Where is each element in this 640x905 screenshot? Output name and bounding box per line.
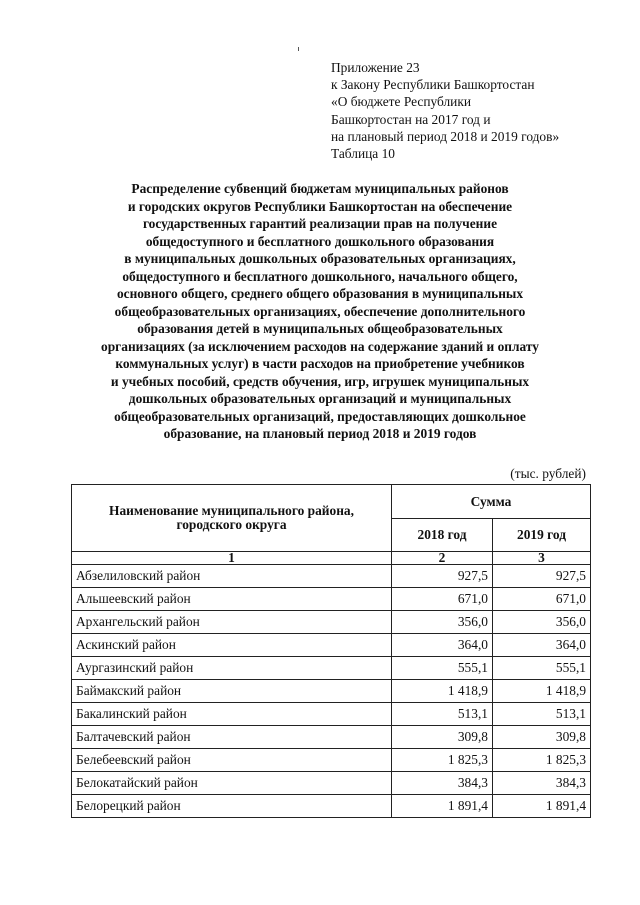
header-name-column	[72, 485, 392, 552]
title-line: дошкольных образовательных организаций и муниципальных	[128, 391, 512, 406]
table-row	[72, 565, 591, 588]
title-line: основного общего, среднего общего образования в муниципальных	[116, 286, 524, 301]
units-label: (тыс. рублей)	[510, 466, 586, 481]
scan-mark	[298, 47, 299, 51]
amount-2019: 1 825,3	[493, 749, 591, 772]
title-line: образование, на плановый период 2018 и 2019 годов	[163, 426, 477, 441]
column-index: 3	[493, 552, 591, 565]
amount-2018: 364,0	[392, 634, 493, 657]
amount-2018: 1 418,9	[392, 680, 493, 703]
appendix-line: «О бюджете Республики	[331, 94, 471, 110]
amount-2019: 309,8	[493, 726, 591, 749]
table-row	[72, 703, 591, 726]
amount-2018: 1 891,4	[392, 795, 493, 818]
district-name: Аскинский район	[72, 634, 392, 657]
appendix-line: Башкортостан на 2017 год и	[331, 111, 491, 127]
title-line: в муниципальных дошкольных образовательных организациях,	[124, 251, 516, 266]
header-sum: Сумма	[392, 485, 591, 519]
title-line: коммунальных услуг) в части расходов на приобретение учебников	[115, 356, 525, 371]
appendix-line: на плановый период 2018 и 2019 годов»	[331, 128, 560, 144]
district-name: Балтачевский район	[72, 726, 392, 749]
table-row	[72, 634, 591, 657]
appendix-header	[331, 59, 559, 162]
amount-2018: 671,0	[392, 588, 493, 611]
subsidy-table	[71, 484, 591, 818]
table-row	[72, 611, 591, 634]
table-row	[72, 749, 591, 772]
table-row	[72, 680, 591, 703]
title-line: Распределение субвенций бюджетам муниципальных районов	[131, 181, 509, 196]
table-row	[72, 657, 591, 680]
appendix-line: к Закону Республики Башкортостан	[331, 77, 535, 93]
amount-2018: 555,1	[392, 657, 493, 680]
header-year-2018: 2018 год	[392, 519, 493, 552]
header-name-line: Наименование муниципального района,	[109, 503, 354, 518]
document-title	[60, 180, 580, 443]
amount-2019: 356,0	[493, 611, 591, 634]
table-row	[72, 726, 591, 749]
amount-2018: 384,3	[392, 772, 493, 795]
title-line: общедоступного и бесплатного дошкольного образования	[145, 233, 495, 249]
amount-2019: 1 891,4	[493, 795, 591, 818]
district-name: Белокатайский район	[72, 772, 392, 795]
amount-2019: 555,1	[493, 657, 591, 680]
header-year-2019: 2019 год	[493, 519, 591, 552]
amount-2018: 356,0	[392, 611, 493, 634]
amount-2019: 384,3	[493, 772, 591, 795]
column-index: 1	[72, 552, 392, 565]
title-line: организациях (за исключением расходов на содержание зданий и оплату	[101, 338, 539, 354]
title-line: государственных гарантий реализации прав на получение	[142, 216, 498, 231]
amount-2018: 927,5	[392, 565, 493, 588]
amount-2018: 1 825,3	[392, 749, 493, 772]
title-line: образования детей в муниципальных общеобразовательных	[137, 321, 503, 336]
header-name-line: городского округа	[176, 517, 287, 532]
district-name: Альшеевский район	[72, 588, 392, 611]
amount-2019: 927,5	[493, 565, 591, 588]
district-name: Белорецкий район	[72, 795, 392, 818]
title-line: и городских округов Республики Башкортостан на обеспечение	[127, 198, 513, 214]
district-name: Баймакский район	[72, 680, 392, 703]
table-row	[72, 588, 591, 611]
title-line: общедоступного и бесплатного дошкольного, начального общего,	[122, 268, 518, 284]
column-index: 2	[392, 552, 493, 565]
district-name: Аургазинский район	[72, 657, 392, 680]
table-row	[72, 795, 591, 818]
title-line: общеобразовательных организаций, предоставляющих дошкольное	[114, 408, 526, 424]
title-line: и учебных пособий, средств обучения, игр, игрушек муниципальных	[110, 373, 530, 389]
district-name: Белебеевский район	[72, 749, 392, 772]
district-name: Архангельский район	[72, 611, 392, 634]
amount-2019: 671,0	[493, 588, 591, 611]
appendix-line: Приложение 23	[331, 60, 420, 75]
title-line: общеобразовательных организациях, обеспечение дополнительного	[114, 303, 526, 319]
table-number: Таблица 10	[331, 145, 395, 161]
amount-2019: 513,1	[493, 703, 591, 726]
district-name: Бакалинский район	[72, 703, 392, 726]
table-row	[72, 772, 591, 795]
amount-2019: 364,0	[493, 634, 591, 657]
amount-2018: 309,8	[392, 726, 493, 749]
amount-2019: 1 418,9	[493, 680, 591, 703]
amount-2018: 513,1	[392, 703, 493, 726]
column-index-row	[72, 552, 591, 565]
district-name: Абзелиловский район	[72, 565, 392, 588]
